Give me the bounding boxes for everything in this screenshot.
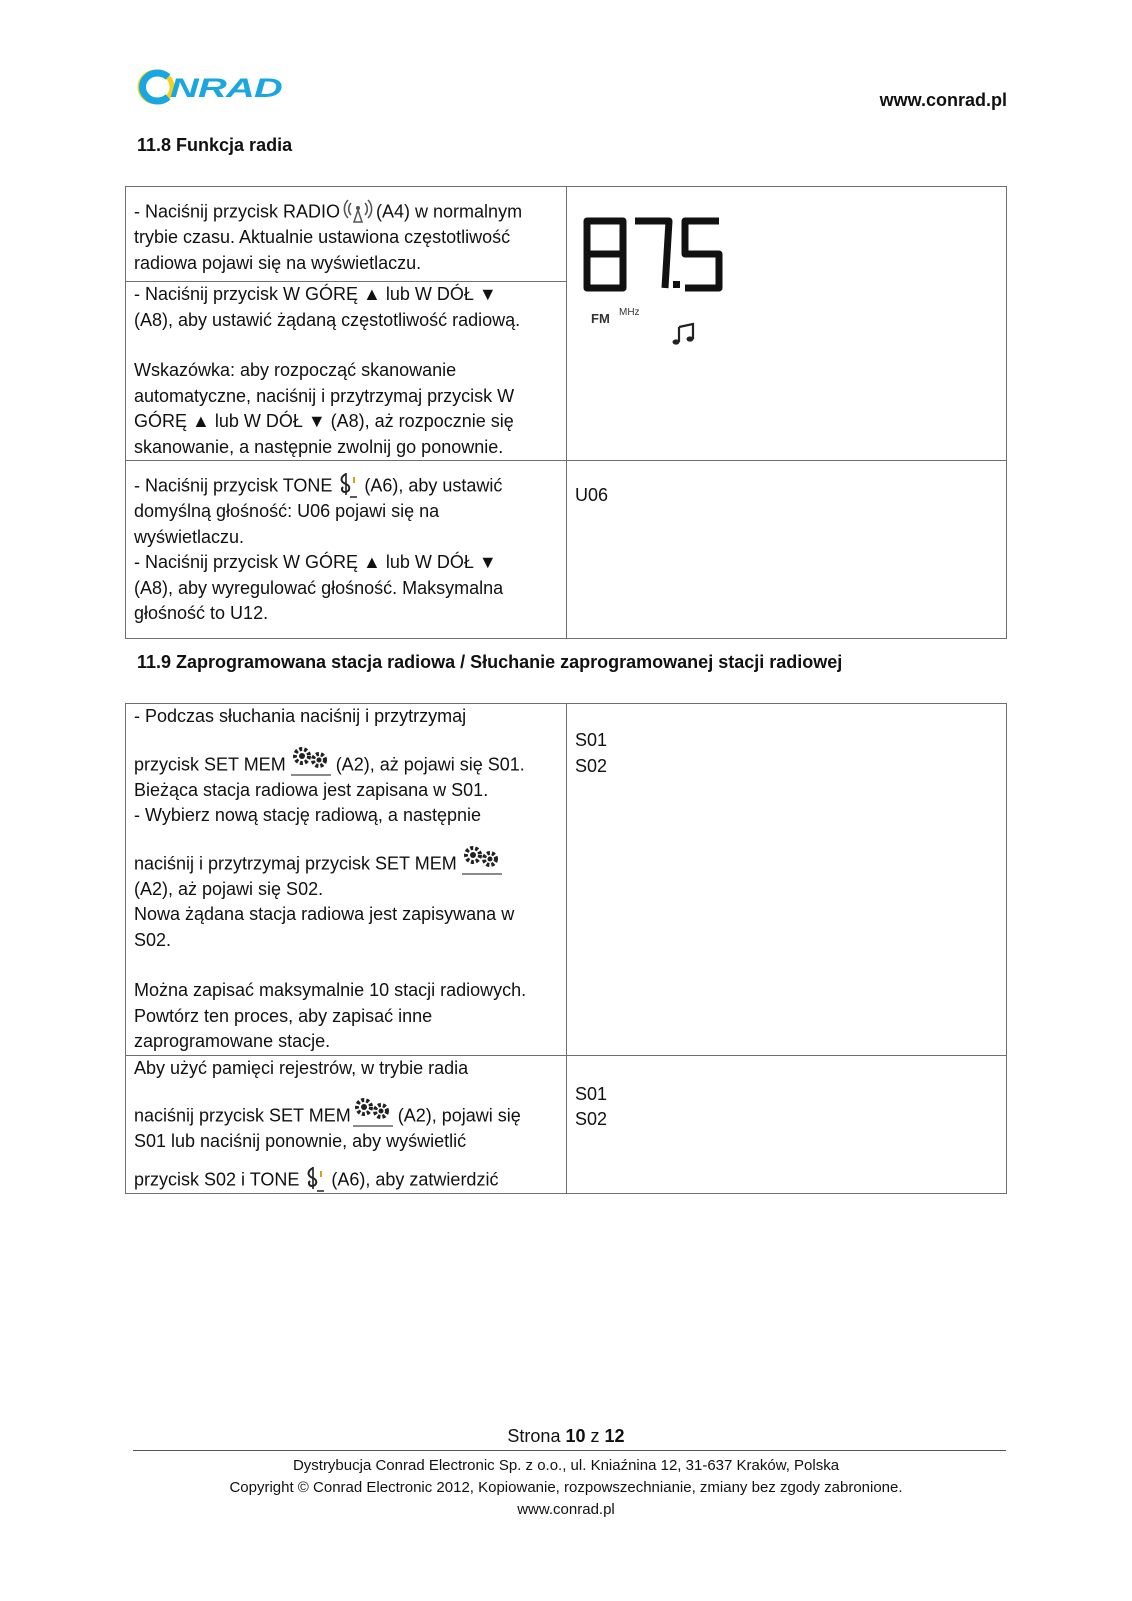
instruction-text: - Podczas słuchania naciśnij i przytrzymaj — [134, 706, 467, 726]
decimal-point — [673, 281, 680, 288]
section-11-8-title: 11.8 Funkcja radia — [137, 135, 293, 155]
instruction-text: (A2), aż pojawi się S01. — [335, 754, 525, 774]
set-mem-gears-icon — [289, 744, 333, 778]
instruction-text: - Naciśnij przycisk RADIO — [134, 201, 341, 222]
instruction-text: (A2), aż pojawi się S02. — [134, 878, 324, 899]
page-separator: z — [590, 1426, 600, 1446]
page-total: 12 — [604, 1426, 625, 1446]
instruction-text: S02. — [134, 929, 172, 950]
instruction-text: Powtórz ten proces, aby zapisać inne — [134, 1005, 433, 1026]
instruction-text: Bieżąca stacja radiowa jest zapisana w S01. — [134, 779, 489, 800]
footer-url: www.conrad.pl — [517, 1501, 615, 1518]
instruction-text: (A4) w normalnym — [376, 201, 523, 222]
tip-text: skanowanie, a następnie zwolnij go ponownie. — [134, 436, 504, 457]
music-note-icon — [673, 324, 694, 345]
lcd-band-label: FM — [591, 311, 610, 326]
instruction-text: Można zapisać maksymalnie 10 stacji radiowych. — [134, 980, 527, 1000]
instruction-text: przycisk S02 i TONE — [134, 1169, 300, 1189]
table-cell — [126, 187, 567, 282]
table-cell — [126, 282, 567, 461]
instruction-text: S01 lub naciśnij ponownie, aby wyświetlić — [134, 1131, 467, 1151]
lcd-frequency-value: 87.5 — [581, 213, 583, 214]
radio-function-table — [125, 186, 1007, 639]
instruction-text: trybie czasu. Aktualnie ustawiona częstotliwość — [134, 227, 511, 247]
display-value: S02 — [575, 1109, 608, 1129]
instruction-text: naciśnij przycisk SET MEM — [134, 1105, 351, 1126]
instruction-text: domyślną głośność: U06 pojawi się na — [134, 501, 440, 521]
preset-station-table — [125, 703, 1007, 1194]
instruction-text: (A8), aby ustawić żądaną częstotliwość radiową. — [134, 309, 521, 330]
instruction-text: naciśnij i przytrzymaj przycisk SET MEM — [134, 853, 457, 873]
conrad-logo — [137, 64, 287, 108]
display-value: S01 — [575, 1083, 608, 1104]
tip-text: GÓRĘ ▲ lub W DÓŁ ▼ (A8), aż rozpocznie się — [134, 411, 514, 431]
tone-note-icon — [302, 1165, 328, 1193]
table-cell — [567, 461, 1007, 639]
footer-address: Dystrybucja Conrad Electronic Sp. z o.o., ul. Kniaźnina 12, 31-637 Kraków, Polska — [292, 1457, 840, 1474]
table-cell — [567, 704, 1007, 1056]
table-row — [126, 704, 1007, 1056]
footer-divider — [133, 1450, 1006, 1451]
instruction-text: (A6), aby ustawić — [364, 475, 503, 496]
set-mem-gears-icon — [460, 843, 504, 877]
instruction-text: (A8), aby wyregulować głośność. Maksymalna — [134, 577, 504, 598]
table-cell — [567, 1055, 1007, 1193]
tone-note-icon — [335, 471, 361, 499]
table-row — [126, 1055, 1007, 1193]
lcd-unit-label: MHz — [619, 307, 640, 318]
display-value: S01 — [575, 730, 608, 750]
set-mem-gears-icon — [351, 1095, 395, 1129]
radio-antenna-icon — [343, 197, 373, 225]
footer-copyright: Copyright © Conrad Electronic 2012, Kopiowanie, rozpowszechnianie, zmiany bez zgody zabronione. — [229, 1479, 903, 1496]
header-url: www.conrad.pl — [879, 90, 1007, 110]
instruction-text: (A2), pojawi się — [397, 1105, 521, 1126]
lcd-frequency-display — [581, 213, 751, 353]
instruction-text: - Naciśnij przycisk W GÓRĘ ▲ lub W DÓŁ ▼ — [134, 552, 497, 572]
tip-text: Wskazówka: aby rozpocząć skanowanie — [134, 360, 457, 380]
instruction-text: (A6), aby zatwierdzić — [331, 1169, 499, 1189]
tip-text: automatyczne, naciśnij i przytrzymaj przycisk W — [134, 385, 515, 406]
instruction-text: Nowa żądana stacja radiowa jest zapisywana w — [134, 904, 515, 924]
logo-wordmark: NRAD — [170, 73, 282, 103]
instruction-text: zaprogramowane stacje. — [134, 1031, 331, 1051]
instruction-text: radiowa pojawi się na wyświetlaczu. — [134, 252, 422, 273]
display-value: U06 — [575, 485, 609, 505]
table-cell — [126, 1055, 567, 1193]
instruction-text: głośność to U12. — [134, 603, 269, 623]
page-current: 10 — [565, 1426, 586, 1446]
page-label: Strona — [507, 1426, 561, 1446]
lcd-display-cell — [567, 187, 1007, 461]
table-cell — [126, 704, 567, 1056]
table-row — [126, 187, 1007, 282]
display-value: S02 — [575, 755, 608, 776]
instruction-text: - Naciśnij przycisk TONE — [134, 475, 333, 496]
instruction-text: - Wybierz nową stację radiową, a następnie — [134, 805, 482, 825]
table-cell — [126, 461, 567, 639]
instruction-text: - Naciśnij przycisk W GÓRĘ ▲ lub W DÓŁ ▼ — [134, 284, 497, 304]
instruction-text: wyświetlaczu. — [134, 526, 245, 547]
page-number — [0, 1426, 1132, 1447]
table-row — [126, 461, 1007, 639]
instruction-text: przycisk SET MEM — [134, 754, 286, 774]
section-11-9-title: 11.9 Zaprogramowana stacja radiowa / Słuchanie zaprogramowanej stacji radiowej — [137, 652, 843, 672]
instruction-text: Aby użyć pamięci rejestrów, w trybie radia — [134, 1057, 469, 1078]
